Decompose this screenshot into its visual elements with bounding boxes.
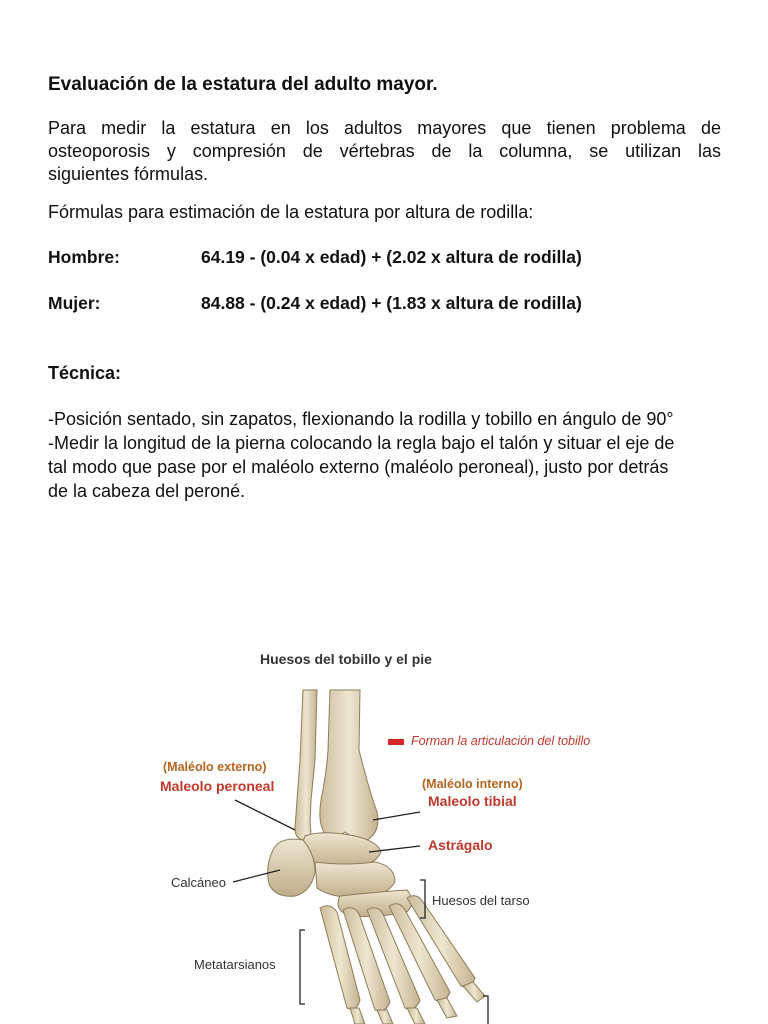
figure-title: Huesos del tobillo y el pie	[260, 651, 432, 667]
technique-line: -Medir la longitud de la pierna colocando la regla bajo el talón y situar el eje de	[48, 433, 675, 453]
label-maleolo-peroneal: Maleolo peroneal	[160, 778, 275, 794]
formula-label: Hombre:	[48, 247, 120, 267]
intro-line-2: osteoporosis y compresión de vértebras de la columna, se utilizan las	[48, 141, 721, 161]
intro-line-1: Para medir la estatura en los adultos mayores que tienen problema de	[48, 118, 721, 138]
legend-swatch	[388, 739, 404, 745]
label-astragalo: Astrágalo	[428, 837, 493, 853]
formula-label: Mujer:	[48, 293, 101, 313]
technique-line: -Posición sentado, sin zapatos, flexionando la rodilla y tobillo en ángulo de 90°	[48, 409, 674, 429]
technique-line: de la cabeza del peroné.	[48, 481, 246, 501]
intro-line-3: siguientes fórmulas.	[48, 164, 209, 184]
label-calcaneo: Calcáneo	[171, 875, 226, 890]
label-maleolo-externo: (Maléolo externo)	[163, 760, 267, 774]
intro-paragraph	[48, 117, 721, 186]
label-maleolo-tibial: Maleolo tibial	[428, 793, 517, 809]
label-huesos-tarso: Huesos del tarso	[432, 893, 530, 908]
technique-heading: Técnica:	[48, 363, 122, 383]
page-title: Evaluación de la estatura del adulto mayor.	[48, 74, 438, 95]
label-metatarsianos: Metatarsianos	[194, 957, 276, 972]
technique-line: tal modo que pase por el maléolo externo (maléolo peroneal), justo por detrás	[48, 457, 669, 477]
formulas-intro: Fórmulas para estimación de la estatura por altura de rodilla:	[48, 202, 534, 222]
formula-value: 64.19 - (0.04 x edad) + (2.02 x altura de rodilla)	[201, 247, 582, 267]
figure-legend: Forman la articulación del tobillo	[411, 734, 591, 748]
formula-value: 84.88 - (0.24 x edad) + (1.83 x altura de rodilla)	[201, 293, 582, 313]
label-maleolo-interno: (Maléolo interno)	[422, 777, 523, 791]
